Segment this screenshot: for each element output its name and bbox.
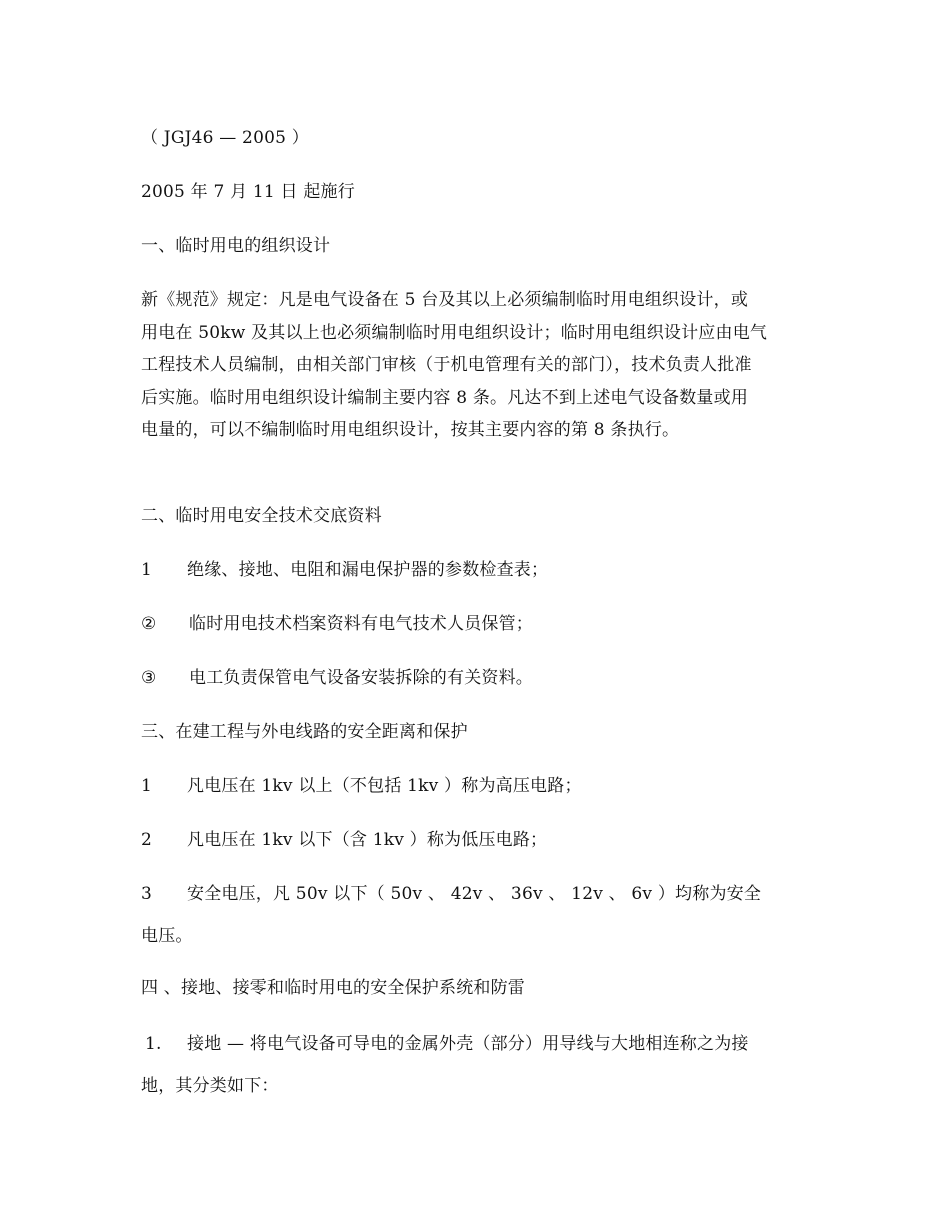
section3-item — [141, 882, 761, 906]
section1-body-line: 后实施。临时用电组织设计编制主要内容 8 条。凡达不到上述电气设备数量或用 — [141, 387, 749, 408]
item-marker: ② — [141, 614, 157, 634]
section2-item — [141, 558, 548, 582]
section4-item-continuation: 地，其分类如下： — [141, 1076, 279, 1096]
section1-body-line: 工程技术人员编制，由相关部门审核（于机电管理有关的部门），技术负责人批准 — [141, 355, 752, 375]
section3-item-continuation: 电压。 — [141, 926, 193, 946]
section2-heading: 二、临时用电安全技术交底资料 — [141, 506, 382, 526]
effective-date: 2005 年 7 月 11 日 起施行 — [141, 182, 355, 202]
section1-heading: 一、临时用电的组织设计 — [141, 236, 331, 256]
item-text: 凡电压在 1kv 以上（不包括 1kv ）称为高压电路； — [187, 776, 582, 796]
item-marker: ③ — [141, 668, 157, 688]
item-text: 安全电压，凡 50v 以下（ 50v 、 42v 、 36v 、 12v 、 6v ）均称为安全 — [187, 884, 762, 904]
section1-body-line: 新《规范》规定：凡是电气设备在 5 台及其以上必须编制临时用电组织设计，或 — [141, 290, 749, 310]
item-marker: 2 — [141, 830, 153, 850]
item-text: 接地 — 将电气设备可导电的金属外壳（部分）用导线与大地相连称之为接 — [187, 1034, 749, 1054]
section1-body — [141, 284, 821, 447]
section2-item — [141, 612, 533, 636]
section1-body-line: 用电在 50kw 及其以上也必须编制临时用电组织设计；临时用电组织设计应由电气 — [141, 322, 768, 343]
section3-item — [141, 774, 582, 798]
section4-item — [145, 1032, 749, 1056]
item-marker: 1 — [141, 560, 153, 580]
item-text: 凡电压在 1kv 以下（含 1kv ）称为低压电路； — [187, 830, 548, 850]
section2-item — [141, 666, 533, 690]
item-marker: 3 — [141, 884, 153, 904]
item-marker: 1 — [141, 776, 153, 796]
item-marker: 1. — [145, 1034, 162, 1054]
item-text: 电工负责保管电气设备安装拆除的有关资料。 — [189, 668, 533, 688]
item-text: 绝缘、接地、电阻和漏电保护器的参数检查表； — [187, 560, 549, 580]
section3-item — [141, 828, 547, 852]
standard-code: （ JGJ46 — 2005 ） — [141, 128, 309, 148]
section4-heading: 四 、接地、接零和临时用电的安全保护系统和防雷 — [141, 978, 526, 998]
section1-body-line: 电量的，可以不编制临时用电组织设计，按其主要内容的第 8 条执行。 — [141, 420, 680, 440]
item-text: 临时用电技术档案资料有电气技术人员保管； — [189, 614, 533, 634]
section3-heading: 三、在建工程与外电线路的安全距离和保护 — [141, 722, 468, 742]
